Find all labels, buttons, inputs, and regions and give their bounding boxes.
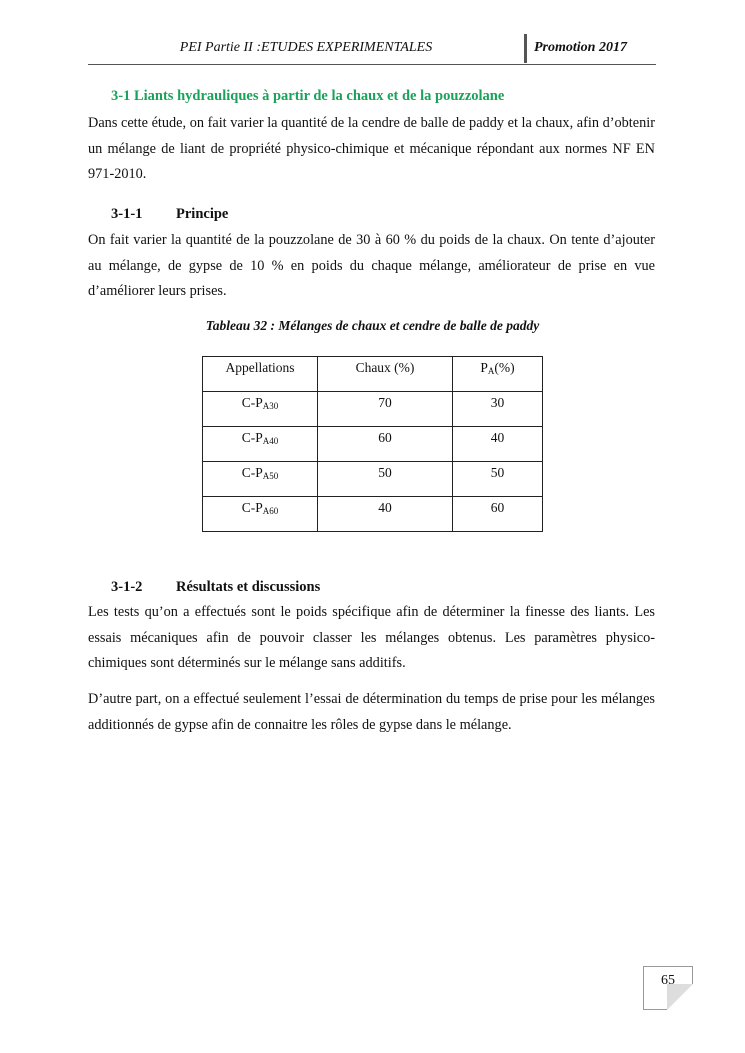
appellation-sub: A60 <box>262 506 279 516</box>
cell-chaux: 40 <box>318 497 453 532</box>
header-chaux: Chaux (%) <box>318 357 453 392</box>
page-number: 65 <box>661 973 675 988</box>
header-pa-main: P <box>480 360 488 375</box>
header-pa-unit: (%) <box>494 360 515 375</box>
cell-chaux: 70 <box>318 392 453 427</box>
table-caption: Tableau 32 : Mélanges de chaux et cendre de balle de paddy <box>205 318 540 333</box>
section-title: 3-1 Liants hydrauliques à partir de la chaux et de la pouzzolane <box>111 88 505 104</box>
mix-table <box>202 356 543 532</box>
subsection-resultats-heading <box>111 579 320 596</box>
header-pa-sub: A <box>487 366 495 376</box>
table-header-row <box>203 357 543 392</box>
resultats-paragraph-1: Les tests qu’on a effectués sont le poids spécifique afin de déterminer la finesse des liants. Les essais mécaniques afin de pouvoir classer les mélanges obtenus. Les paramètres physico-chimiques sont déterminés sur le mélange sans additifs. <box>88 604 655 671</box>
header-separator <box>524 34 527 63</box>
header-pa <box>453 357 543 392</box>
appellation-sub: A30 <box>262 401 279 411</box>
resultats-paragraph-2: D’autre part, on a effectué seulement l’essai de détermination du temps de prise pour les mélanges additionnés de gypse afin de connaitre les rôles de gypse dans le mélange. <box>88 691 655 733</box>
cell-pa: 30 <box>453 392 543 427</box>
page-header <box>88 34 656 65</box>
appellation-name: C-P <box>241 395 263 410</box>
cell-appellation <box>203 497 318 532</box>
appellation-name: C-P <box>241 500 263 515</box>
section-intro: Dans cette étude, on fait varier la quantité de la cendre de balle de paddy et la chaux, afin d’obtenir un mélange de liant de propriété physico-chimique et mécanique répondant aux normes NF EN 971-2010. <box>88 115 655 182</box>
appellation-sub: A50 <box>262 471 279 481</box>
page-number-box <box>643 966 693 1010</box>
table-row <box>203 462 543 497</box>
appellation-name: C-P <box>241 465 263 480</box>
table-row <box>203 427 543 462</box>
principe-paragraph: On fait varier la quantité de la pouzzolane de 30 à 60 % du poids de la chaux. On tente d’ajouter au mélange, de gypse de 10 % en poids du chaque mélange, améliorateur de prise en vue d’améliorer leurs prises. <box>88 232 655 299</box>
cell-pa: 50 <box>453 462 543 497</box>
cell-appellation <box>203 392 318 427</box>
appellation-sub: A40 <box>262 436 279 446</box>
appellation-name: C-P <box>241 430 263 445</box>
header-promotion: Promotion 2017 <box>534 40 627 55</box>
cell-chaux: 60 <box>318 427 453 462</box>
cell-pa: 60 <box>453 497 543 532</box>
subsection-title: Principe <box>176 206 229 222</box>
cell-appellation <box>203 427 318 462</box>
cell-chaux: 50 <box>318 462 453 497</box>
subsection-number: 3-1-1 <box>111 206 143 222</box>
table-row <box>203 392 543 427</box>
subsection-title: Résultats et discussions <box>176 579 321 595</box>
header-appellations: Appellations <box>203 357 318 392</box>
cell-appellation <box>203 462 318 497</box>
page-fold-corner <box>667 984 693 1010</box>
subsection-number: 3-1-2 <box>111 579 143 595</box>
header-title: PEI Partie II :ETUDES EXPERIMENTALES <box>179 40 433 55</box>
subsection-principe-heading <box>111 206 228 223</box>
cell-pa: 40 <box>453 427 543 462</box>
table-row <box>203 497 543 532</box>
